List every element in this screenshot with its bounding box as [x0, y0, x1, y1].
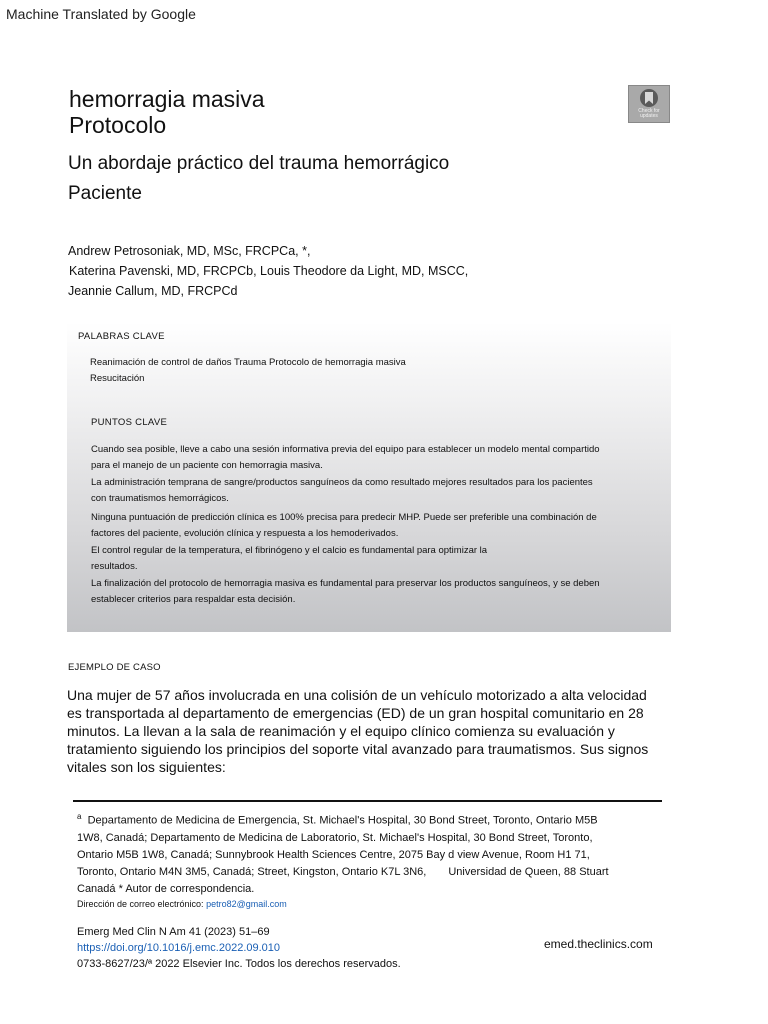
affiliation-text: Universidad de Queen, 88 Stuart — [448, 865, 609, 878]
email-label: Dirección de correo electrónico: — [77, 899, 204, 909]
bookmark-icon — [640, 89, 658, 107]
case-line: tratamiento siguiendo los principios del soporte vital avanzado para traumatismos. Sus signos — [67, 741, 649, 757]
email-line — [77, 899, 287, 909]
key-point-line: La administración temprana de sangre/productos sanguíneos da como resultado mejores resultados para los pacientes — [91, 477, 593, 488]
affiliation-line-1 — [77, 808, 609, 830]
keywords-text — [90, 355, 406, 387]
author-line-2: Katerina Pavenski, MD, FRCPCb, Louis Theodore da Light, MD, MSCC, — [69, 264, 469, 278]
key-point-3 — [91, 510, 597, 542]
journal-reference: Emerg Med Clin N Am 41 (2023) 51–69 — [77, 926, 270, 938]
article-title — [69, 86, 265, 138]
key-point-line: con traumatismos hemorrágicos. — [91, 493, 229, 504]
key-point-line: para el manejo de un paciente con hemorragia masiva. — [91, 460, 323, 471]
keywords-heading: PALABRAS CLAVE — [78, 331, 165, 342]
key-point-4 — [91, 543, 487, 575]
case-example-text — [67, 686, 677, 776]
key-point-line: resultados. — [91, 561, 138, 572]
case-line: es transportada al departamento de emergencias (ED) de un gran hospital comunitario en 28 — [67, 705, 644, 721]
key-points-heading: PUNTOS CLAVE — [91, 417, 168, 428]
affiliation-line-5: Canadá * Autor de correspondencia. — [77, 882, 255, 895]
key-point-line: establecer criterios para respaldar esta decisión. — [91, 594, 296, 605]
title-line-1: hemorragia masiva — [69, 86, 265, 112]
author-list — [68, 241, 468, 301]
citation-block — [77, 924, 401, 972]
title-line-2: Protocolo — [69, 112, 167, 138]
case-line: Una mujer de 57 años involucrada en una colisión de un vehículo motorizado a alta velocidad — [67, 687, 647, 703]
affiliation-line-2: 1W8, Canadá; Departamento de Medicina de Laboratorio, St. Michael's Hospital, 30 Bond Street, Toronto, — [77, 831, 593, 844]
affiliation-line-4 — [77, 864, 609, 881]
badge-label-line-2: updates — [640, 113, 658, 119]
subtitle-line-2: Paciente — [68, 183, 142, 204]
affiliation-marker: a — [77, 812, 82, 821]
doi-link[interactable]: https://doi.org/10.1016/j.emc.2022.09.010 — [77, 942, 281, 954]
key-point-line: El control regular de la temperatura, el fibrinógeno y el calcio es fundamental para optimizar la — [91, 545, 488, 556]
key-point-line: La finalización del protocolo de hemorragia masiva es fundamental para preservar los productos sanguíneos, y se deben — [91, 578, 600, 589]
author-line-3: Jeannie Callum, MD, FRCPCd — [68, 284, 238, 298]
keywords-line-2: Resucitación — [90, 373, 145, 384]
key-point-5 — [91, 576, 600, 608]
case-line: minutos. La llevan a la sala de reanimación y el equipo clínico comienza su evaluación y — [67, 723, 615, 739]
copyright-notice: 0733-8627/23/ª 2022 Elsevier Inc. Todos los derechos reservados. — [77, 958, 401, 970]
key-point-line: Cuando sea posible, lleve a cabo una sesión informativa previa del equipo para establecer un modelo mental compartido — [91, 444, 600, 455]
badge-label-line-1: Check for — [638, 108, 660, 114]
journal-website: emed.theclinics.com — [544, 937, 653, 951]
badge-label — [638, 109, 659, 119]
affiliations — [77, 808, 609, 898]
email-link[interactable]: petro82@gmail.com — [206, 899, 287, 909]
affiliation-line-3: Ontario M5B 1W8, Canadá; Sunnybrook Health Sciences Centre, 2075 Bay d view Avenue, Room H1 71, — [77, 848, 590, 861]
key-point-line: Ninguna puntuación de predicción clínica es 100% precisa para predecir MHP. Puede ser preferible una combinación de — [91, 512, 597, 523]
key-point-2 — [91, 475, 593, 507]
affiliation-text: Toronto, Ontario M4N 3M5, Canadá; Street, Kingston, Ontario K7L 3N6, — [77, 865, 427, 878]
check-for-updates-badge[interactable] — [628, 85, 670, 123]
key-point-line: factores del paciente, evolución clínica y respuesta a los hemoderivados. — [91, 528, 399, 539]
author-line-1: Andrew Petrosoniak, MD, MSc, FRCPCa, *, — [68, 244, 311, 258]
article-subtitle — [68, 149, 449, 209]
keywords-line-1: Reanimación de control de daños Trauma Protocolo de hemorragia masiva — [90, 357, 406, 368]
case-line: vitales son los siguientes: — [67, 759, 226, 775]
footnote-divider — [73, 800, 662, 802]
subtitle-line-1: Un abordaje práctico del trauma hemorrágico — [68, 153, 450, 174]
key-point-1 — [91, 442, 600, 474]
affiliation-text: Departamento de Medicina de Emergencia, St. Michael's Hospital, 30 Bond Street, Toronto, Ontario M5B — [87, 814, 598, 827]
translation-banner: Machine Translated by Google — [6, 6, 196, 22]
case-example-heading: EJEMPLO DE CASO — [68, 662, 161, 673]
